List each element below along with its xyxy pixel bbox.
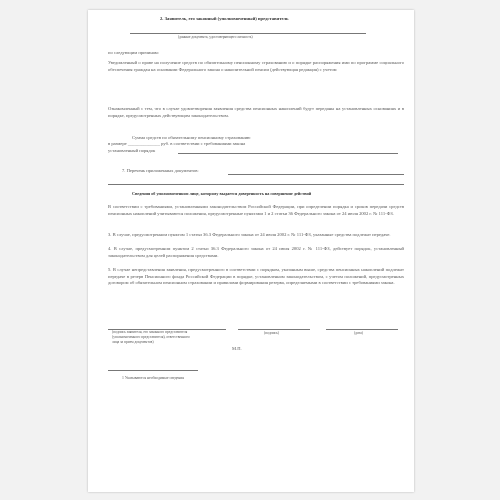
header-line-2: (данные документа, удостоверяющего личность): [178, 35, 253, 39]
attachments-label: 7. Перечень приложенных документов:: [122, 168, 199, 173]
paragraph-3a: Сумма средств по обязательному пенсионному страхованию: [132, 135, 251, 140]
section-paragraph-3: 4. В случае, предусмотренном пунктом 2 статьи 36.3 Федерального закона от 24 июля 2002 г. № 111-ФЗ, действует порядок, установленный законодательством для целей распоряжения средствами.: [108, 246, 404, 258]
attachments-rule-1: [228, 174, 404, 175]
stamp-place: М.П.: [232, 346, 242, 351]
paragraph-3-rule: [178, 153, 398, 154]
paragraph-2: Ознакомленный с тем, что в случае удовлетворения заявления средства пенсионных накоплений будут переданы на установленных основаниях и в порядке, предусмотренных действующим законодательством.: [108, 106, 404, 118]
signature-label-mid: (подпись): [264, 331, 279, 335]
attachments-rule-2: [108, 184, 404, 185]
section-paragraph-4: 5. В случае непредставления заявления, предусмотренного в соответствии с порядком, указанным выше, средства пенсионных накоплений подлежат передаче в резерв Пенсионного фонда Российской Федерации в порядке, установленном законодательством, с учетом положений, предусмотренных договором об обязательном пенсионном страховании и правилами формирования резерва, определяемыми в соответствии с требованиями закона.: [108, 267, 404, 286]
signature-label-left-1: (подпись заявителя, его законного представителя: [112, 330, 188, 334]
signature-label-left-3: лица за прием документов): [112, 340, 154, 344]
paragraph-1: Уведомленный о праве на получение средств по обязательному пенсионному страхованию и о порядке распоряжения ими по программе социального обеспечения граждан на основании Федерального закона о накопительной пенсии (действующая редакция) с учетом: [108, 60, 404, 72]
intro-text: по следующим причинам:: [108, 50, 159, 55]
paragraph-3b: в размере ______________ руб. в соответствии с требованиями закона: [108, 141, 246, 146]
section-paragraph-1: В соответствии с требованиями, установленными законодательством Российской Федерации, при определении порядка и сроков передачи средств пенсионных накоплений учитываются положения, предусмотренные пунктами 1 и 2 статьи 36 Федерального закона от 24 июля 2002 г. № 111-ФЗ.: [108, 204, 404, 216]
section-heading: Сведения об уполномоченном лице, которому выдается доверенность на совершение действий: [132, 191, 312, 196]
footnote-rule: [108, 370, 198, 371]
section-paragraph-2: 3. В случае, предусмотренном пунктом 1 статьи 36.3 Федерального закона от 24 июля 2002 г. № 111-ФЗ, указанные средства подлежат передаче.: [108, 232, 391, 237]
header-line-1: 2. Заявитель, его законный (уполномоченный) представитель: [160, 16, 289, 21]
document-page: [88, 10, 414, 492]
footnote-text: 1 Указываются необходимые сведения: [122, 376, 185, 380]
paragraph-3c: установленный порядок: [108, 148, 156, 153]
signature-label-right: (дата): [354, 331, 363, 335]
signature-label-left-2: (уполномоченного представителя), ответственного: [112, 335, 190, 339]
